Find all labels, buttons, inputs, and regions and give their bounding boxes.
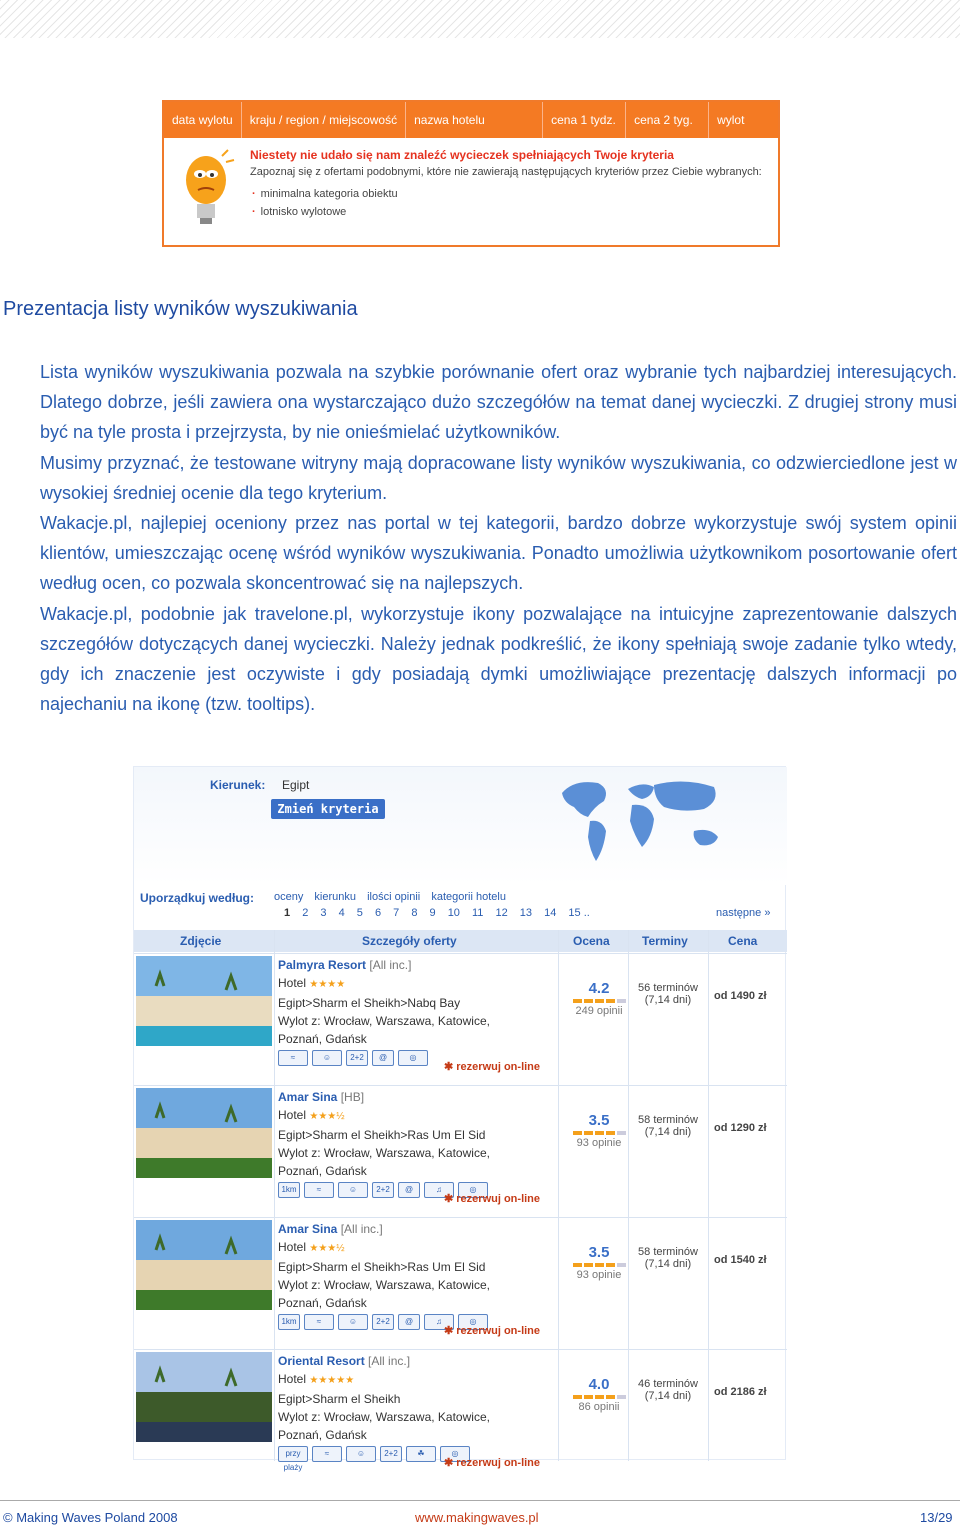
swim-icon[interactable]: ≈ [278,1050,308,1066]
rating-bar-segment [573,1263,582,1267]
book-online-label: rezerwuj on-line [456,1457,541,1469]
warning-subtitle: Zapoznaj się z ofertami podobnymi, które nie zawierają następujących kryteriów przez Ciebie wybranych: [250,166,762,178]
page-link[interactable]: 2 [302,907,309,919]
footer-copyright: © Making Waves Poland 2008 [3,1510,178,1525]
rating-bar-segment [595,1263,604,1267]
destination-label: Kierunek: [210,778,266,792]
price: od 2186 zł [714,1386,767,1398]
table-row[interactable] [134,1349,787,1482]
section-title: Prezentacja listy wyników wyszukiwania [3,298,358,320]
star-rating-icon: ★★★½ [309,1111,345,1122]
departure-cities: Wylot z: Wrocław, Warszawa, Katowice, Poznań, Gdańsk [278,1278,490,1310]
board-type: [HB] [340,1090,365,1104]
sort-option[interactable]: kierunku [314,891,356,903]
price: od 1290 zł [714,1122,767,1134]
table-row[interactable] [134,953,787,1086]
hotel-name-link[interactable]: Amar Sina [278,1090,338,1104]
rating [564,1112,634,1149]
tab-hotel[interactable]: nazwa hotelu [406,102,543,138]
music-icon[interactable]: ♫ [424,1314,454,1330]
body-text [40,357,957,719]
terms-link[interactable]: 46 terminów (7,14 dni) [638,1378,698,1402]
hotel-label: Hotel [278,1372,307,1386]
kids-icon[interactable]: ☺ [346,1446,376,1462]
book-online-link[interactable]: ✱ rezerwuj on-line [444,1061,541,1073]
swim-icon[interactable]: ≈ [304,1314,334,1330]
tab-departure[interactable]: wylot [717,113,745,127]
price: od 1540 zł [714,1254,767,1266]
star-rating-icon: ★★★½ [309,1243,345,1254]
2-2-icon[interactable]: 2+2 [346,1050,368,1066]
hotel-label: Hotel [278,976,307,990]
przy-pla-y-icon[interactable]: przy plaży [278,1446,308,1462]
page-link[interactable]: 9 [429,907,436,919]
page-link[interactable]: 4 [338,907,345,919]
tab-date[interactable]: data wylotu [164,102,242,138]
rating-bar-segment [606,1263,615,1267]
world-map-icon [554,771,734,871]
price: od 1490 zł [714,990,767,1002]
--icon[interactable]: @ [372,1050,394,1066]
sort-label: Uporządkuj według: [140,891,254,905]
tab-price-week[interactable]: cena 1 tydz. [543,102,626,138]
terms-link[interactable]: 56 terminów (7,14 dni) [638,982,698,1006]
offer-details [278,1088,558,1198]
star-rating-icon: ★★★★ [309,979,346,990]
hotel-photo[interactable] [136,956,272,1046]
swim-icon[interactable]: ≈ [312,1446,342,1462]
rating-bar-segment [606,1395,615,1399]
footer-divider [0,1500,960,1501]
board-type: [All inc.] [340,1222,383,1236]
rating-bar-segment [617,1395,626,1399]
hotel-name-link[interactable]: Amar Sina [278,1222,338,1236]
header-terms[interactable]: Terminy [642,934,688,948]
hotel-photo[interactable] [136,1088,272,1178]
palm-icon[interactable]: ☘ [406,1446,436,1462]
rating [564,1244,634,1281]
header-hatch [0,0,960,38]
swim-icon[interactable]: ≈ [304,1182,334,1198]
sort-option[interactable]: oceny [274,891,304,903]
rating-bar-segment [595,1131,604,1135]
rating [564,980,634,1017]
route: Egipt>Sharm el Sheikh>Ras Um El Sid [278,1260,486,1274]
header-price[interactable]: Cena [728,934,758,948]
page-link[interactable]: 7 [393,907,400,919]
rating-bar-segment [595,999,604,1003]
hotel-name-link[interactable]: Oriental Resort [278,1354,365,1368]
page-link[interactable]: 11 [472,907,484,919]
snorkel-icon[interactable]: ◎ [398,1050,428,1066]
2-2-icon[interactable]: 2+2 [372,1314,394,1330]
page-number: 13/29 [920,1510,953,1525]
rating-bar-segment [584,1263,593,1267]
1km-icon[interactable]: 1km [278,1182,300,1198]
rating-bar-segment [573,1131,582,1135]
rating-bar-segment [584,1131,593,1135]
page-link[interactable]: 8 [411,907,418,919]
results-list-screenshot [133,766,786,1472]
kids-icon[interactable]: ☺ [312,1050,342,1066]
page-link[interactable]: 6 [374,907,382,919]
--icon[interactable]: @ [398,1182,420,1198]
hotel-label: Hotel [278,1240,307,1254]
destination-value: Egipt [282,778,310,792]
rating-bars [564,999,634,1003]
page-link[interactable]: 3 [320,907,327,919]
sort-tabs [164,102,778,138]
board-type: [All inc.] [368,1354,411,1368]
tab-region[interactable]: kraju / region / miejscowość [242,102,406,138]
opinions-count-link[interactable]: 86 opinii [578,1401,620,1413]
rating-bars [564,1131,634,1135]
rating-bars [564,1395,634,1399]
list-item: · minimalna kategoria obiektu [260,188,398,200]
terms-link[interactable]: 58 terminów (7,14 dni) [638,1246,698,1270]
rating-value: 4.0 [588,1376,610,1393]
paragraph: Musimy przyznać, że testowane witryny mają dopracowane listy wyników wyszukiwania, co odzwierciedlone jest w wysokiej średniej ocenie dla tego kryterium. [40,452,957,503]
route: Egipt>Sharm el Sheikh>Ras Um El Sid [278,1128,486,1142]
1km-icon[interactable]: 1km [278,1314,300,1330]
book-online-link[interactable]: ✱ rezerwuj on-line [444,1325,541,1337]
header-rating[interactable]: Ocena [573,934,610,948]
snorkel-icon[interactable]: ◎ [458,1182,488,1198]
page-link[interactable]: 15 .. [568,907,590,919]
rating-bar-segment [573,1395,582,1399]
change-criteria-button[interactable]: Zmień kryteria [271,799,385,819]
opinions-count-link[interactable]: 93 opinie [576,1137,622,1149]
opinions-count-link[interactable]: 93 opinie [576,1269,622,1281]
table-row[interactable] [134,1085,787,1218]
rating-bar-segment [584,999,593,1003]
rating-bar-segment [617,1131,626,1135]
page-link[interactable]: 12 [495,907,508,919]
next-page-link[interactable]: następne » [716,907,771,919]
page-link[interactable]: 14 [544,907,557,919]
snorkel-icon[interactable]: ◎ [440,1446,470,1462]
rating-bar-segment [595,1395,604,1399]
route: Egipt>Sharm el Sheikh>Nabq Bay [278,996,461,1010]
search-header [134,767,787,919]
book-online-link[interactable]: ✱ rezerwuj on-line [444,1193,541,1205]
rating-bar-segment [606,1131,615,1135]
footer-website-link[interactable]: www.makingwaves.pl [415,1510,539,1525]
music-icon[interactable]: ♫ [424,1182,454,1198]
kids-icon[interactable]: ☺ [338,1314,368,1330]
paragraph: Wakacje.pl, podobnie jak travelone.pl, wykorzystuje ikony pozwalające na intuicyjne zaprezentowanie dalszych szczegółów dotyczących danej wycieczki. Należy jednak podkreślić, że ikony spełniają swoje zadanie tylko wtedy, gdy ich znaczenie jest oczywiste i gdy posiadają dymki umożliwiające prezentację dalszych informacji po najechaniu na ikonę (tzw. tooltips). [40,603,957,715]
results-table-header [134,930,787,952]
rating-bar-segment [584,1395,593,1399]
table-row[interactable] [134,1217,787,1350]
page-link[interactable]: 5 [356,907,363,919]
hotel-label: Hotel [278,1108,307,1122]
offer-details [278,956,558,1066]
rating-value: 3.5 [588,1112,610,1129]
header-details: Szczegóły oferty [362,934,457,948]
departure-cities: Wylot z: Wrocław, Warszawa, Katowice, Poznań, Gdańsk [278,1410,490,1442]
kids-icon[interactable]: ☺ [338,1182,368,1198]
hotel-name-link[interactable]: Palmyra Resort [278,958,367,972]
star-rating-icon: ★★★★★ [309,1375,355,1386]
rating-bar-segment [606,999,615,1003]
sort-options [274,891,514,903]
snorkel-icon[interactable]: ◎ [458,1314,488,1330]
rating-bar-segment [617,1263,626,1267]
opinions-count-link[interactable]: 249 opinii [575,1005,623,1017]
list-item: · lotnisko wylotowe [260,206,398,218]
board-type: [All inc.] [369,958,412,972]
header-photo: Zdjęcie [180,934,222,948]
sort-option[interactable]: kategorii hotelu [431,891,506,903]
page-link[interactable]: 1 [284,907,291,919]
rating-bar-segment [617,999,626,1003]
2-2-icon[interactable]: 2+2 [372,1182,394,1198]
rating [564,1376,634,1413]
criteria-list [260,188,398,224]
rating-value: 4.2 [588,980,610,997]
rating-value: 3.5 [588,1244,610,1261]
pagination [284,907,599,919]
hotel-photo[interactable] [136,1220,272,1310]
book-online-link[interactable]: ✱ rezerwuj on-line [444,1457,541,1469]
route: Egipt>Sharm el Sheikh [278,1392,401,1406]
rating-bars [564,1263,634,1267]
offer-details [278,1220,558,1330]
terms-link[interactable]: 58 terminów (7,14 dni) [638,1114,698,1138]
no-results-screenshot [162,100,780,247]
departure-cities: Wylot z: Wrocław, Warszawa, Katowice, Poznań, Gdańsk [278,1146,490,1178]
--icon[interactable]: @ [398,1314,420,1330]
sort-option[interactable]: ilości opinii [367,891,421,903]
page-link[interactable]: 10 [447,907,460,919]
paragraph: Wakacje.pl, najlepiej oceniony przez nas portal w tej kategorii, bardzo dobrze wykorzystuje swój system opinii klientów, umieszczając ocenę wśród wyników wyszukiwania. Ponadto umożliwia użytkownikom posortowanie ofert według ocen, co pozwala skoncentrować się na najlepszych. [40,513,957,594]
departure-cities: Wylot z: Wrocław, Warszawa, Katowice, Poznań, Gdańsk [278,1014,490,1046]
lightbulb-mascot-icon [178,148,238,232]
rating-bar-segment [573,999,582,1003]
tab-price-2weeks[interactable]: cena 2 tyg. [626,102,709,138]
page-link[interactable]: 13 [519,907,533,919]
warning-title: Niestety nie udało się nam znaleźć wycieczek spełniających Twoje kryteria [250,148,674,162]
book-online-label: rezerwuj on-line [456,1325,541,1337]
2-2-icon[interactable]: 2+2 [380,1446,402,1462]
book-online-label: rezerwuj on-line [456,1061,541,1073]
paragraph: Lista wyników wyszukiwania pozwala na szybkie porównanie ofert oraz wybranie tych najbardziej interesujących. Dlatego dobrze, jeśli zawiera ona wystarczająco dużo szczegółów na temat danej wycieczki. Z drugiej strony musi być na tyle prosta i przejrzysta, by nie onieśmielać użytkowników. [40,362,957,443]
hotel-photo[interactable] [136,1352,272,1442]
book-online-label: rezerwuj on-line [456,1193,541,1205]
